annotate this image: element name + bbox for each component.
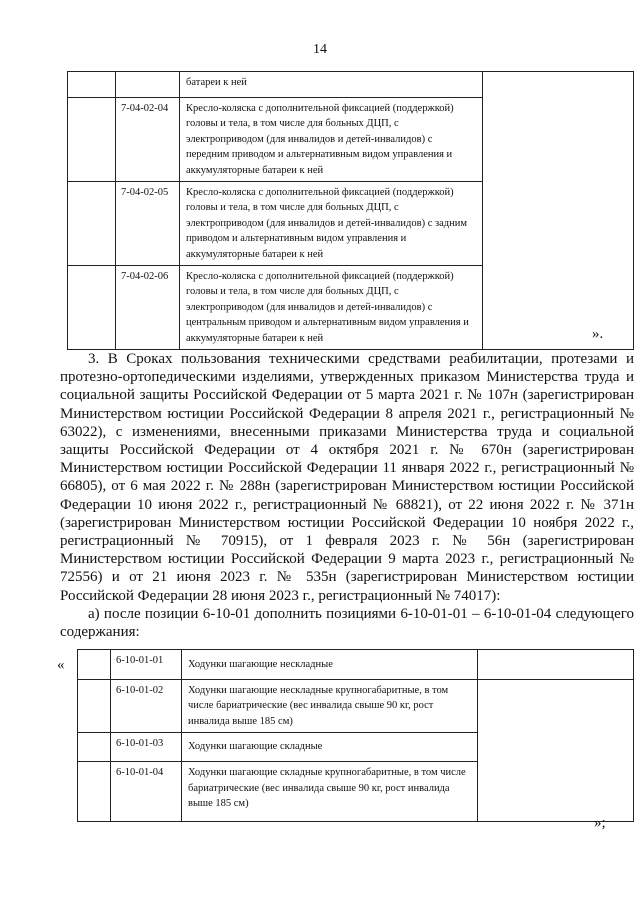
position-description: Ходунки шагающие нескладные bbox=[182, 650, 478, 680]
subparagraph-a: а) после позиции 6-10-01 дополнить позициями 6-10-01-01 – 6-10-01-04 следующего содержания: bbox=[60, 605, 634, 641]
page-number: 14 bbox=[313, 42, 327, 57]
position-code: 7-04-02-04 bbox=[116, 98, 180, 182]
table-row bbox=[78, 680, 634, 733]
amendment-text bbox=[60, 350, 634, 641]
position-code: 6-10-01-04 bbox=[111, 762, 182, 822]
table-row bbox=[78, 650, 634, 680]
position-description: Ходунки шагающие нескладные крупногабаритные, в том числе бариатрические (вес инвалида свыше 90 кг, рост инвалида выше 185 см) bbox=[182, 680, 478, 733]
position-description: Кресло-коляска с дополнительной фиксацией (поддержкой) головы и тела, в том числе для больных ДЦП, с электроприводом (для инвалидов и детей-инвалидов) с задним приводом и альтернативным видом управления и аккумуляторные батареи к ней bbox=[180, 182, 483, 266]
positions-table-new bbox=[77, 649, 634, 822]
position-description: батареи к ней bbox=[180, 72, 483, 98]
closing-quote: »; bbox=[594, 815, 606, 831]
position-description: Кресло-коляска с дополнительной фиксацией (поддержкой) головы и тела, в том числе для больных ДЦП, с электроприводом (для инвалидов и детей-инвалидов) с передним приводом и альтернативным видом управления и аккумуляторные батареи к ней bbox=[180, 98, 483, 182]
paragraph-3: 3. В Сроках пользования техническими средствами реабилитации, протезами и протезно-ортопедическими изделиями, утвержденных приказом Министерства труда и социальной защиты Российской Федерации от 5 марта 2021 г. № 107н (зарегистрирован Министерством юстиции Российской Федерации 8 апреля 2021 г., регистрационный № 63022), с изменениями, внесенными приказами Министерства труда и социальной защиты Российской Федерации от 4 октября 2021 г. № 670н (зарегистрирован Министерством юстиции Российской Федерации 11 января 2022 г., регистрационный № 66805), от 6 мая 2022 г. № 288н (зарегистрирован Министерством юстиции Российской Федерации 10 июня 2022 г., регистрационный № 68821), от 22 июня 2022 г. № 371н (зарегистрирован Министерством юстиции Российской Федерации 10 ноября 2022 г., регистрационный № 70915), от 1 февраля 2023 г. № 56н (зарегистрирован Министерством юстиции Российской Федерации 9 марта 2023 г., регистрационный № 72556) и от 21 июня 2023 г. № 535н (зарегистрирован Министерством юстиции Российской Федерации 28 июня 2023 г., регистрационный № 74017): bbox=[60, 351, 634, 604]
closing-quote: ». bbox=[592, 326, 604, 342]
position-code: 7-04-02-06 bbox=[116, 266, 180, 350]
position-code: 6-10-01-03 bbox=[111, 733, 182, 762]
position-code bbox=[116, 72, 180, 98]
position-description: Кресло-коляска с дополнительной фиксацией (поддержкой) головы и тела, в том числе для больных ДЦП, с электроприводом (для инвалидов и детей-инвалидов) с центральным приводом и альтернативным видом управления и аккумуляторные батареи к ней bbox=[180, 266, 483, 350]
position-description: Ходунки шагающие складные крупногабаритные, в том числе бариатрические (вес инвалида свыше 90 кг, рост инвалида выше 185 см) bbox=[182, 762, 478, 822]
position-code: 6-10-01-01 bbox=[111, 650, 182, 680]
positions-table-continued bbox=[67, 71, 634, 350]
table-row bbox=[68, 72, 634, 98]
opening-quote: « bbox=[57, 657, 65, 673]
position-description: Ходунки шагающие складные bbox=[182, 733, 478, 762]
position-code: 7-04-02-05 bbox=[116, 182, 180, 266]
position-code: 6-10-01-02 bbox=[111, 680, 182, 733]
